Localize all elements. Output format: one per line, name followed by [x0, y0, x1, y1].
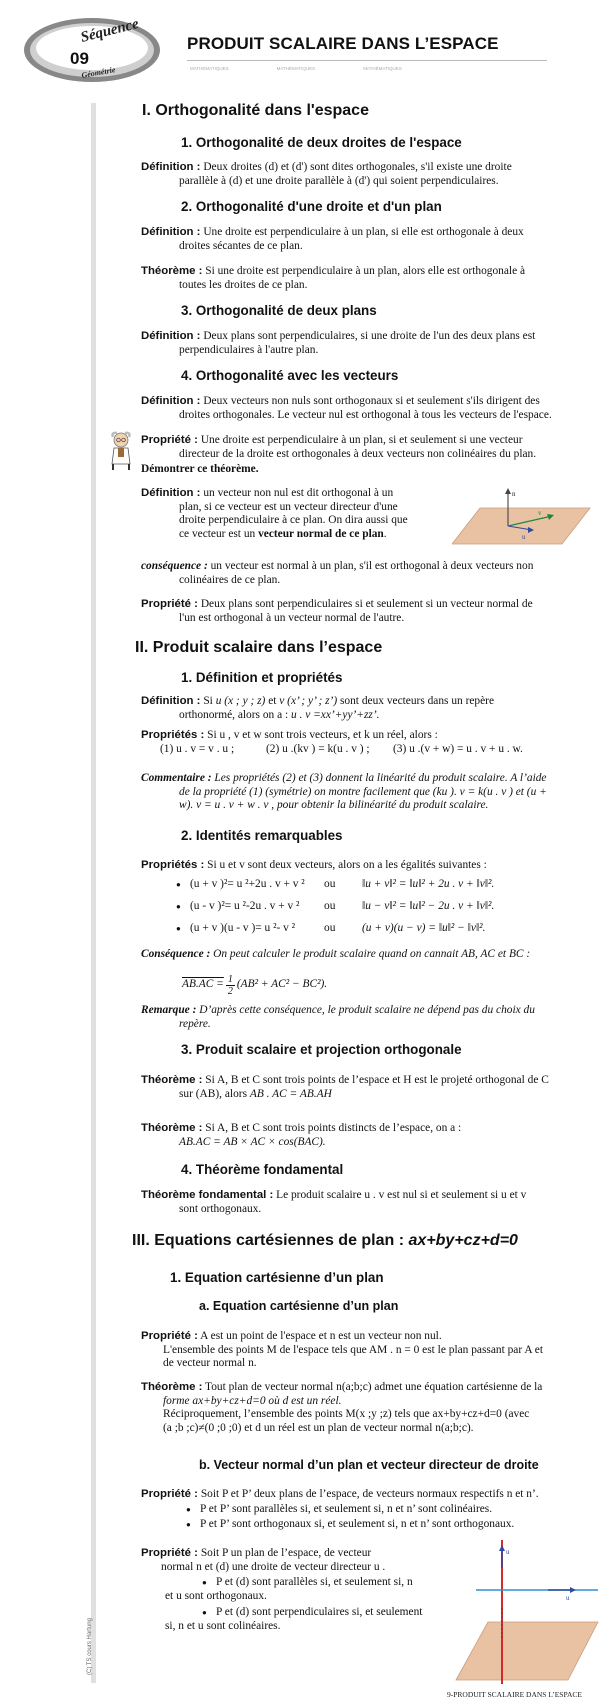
s1-demo: Démontrer ce théorème.	[141, 463, 259, 475]
s1-h2: 2. Orthogonalité d'une droite et d'un plan	[181, 199, 442, 214]
s1-h4: 4. Orthogonalité avec les vecteurs	[181, 368, 399, 383]
identity-1-norm: ‖u + v‖² = ‖u‖² + 2u . v + ‖v‖².	[362, 878, 495, 890]
s3-property1: Propriété : A est un point de l'espace et n est un vecteur non nul. L'ensemble des points M de l'espace tels que AM . n = 0 est le plan passant par A et de vecteur normal n.	[141, 1330, 544, 1370]
s3-theorem: Théorème : Tout plan de vecteur normal n(a;b;c) admet une équation cartésienne de la forme ax+by+cz+d=0 où d est un réel. Réciproquement, l’ensemble des points M(x ;y ;z) tels que ax+by+cz+d=0 (avec (a ;b ;c)≠(0 ;0 ;0) et d un réel est un plan de vecteur normal n(a;b;c).	[141, 1381, 543, 1434]
identity-1: ● (u + v )²= u ²+2u . v + v ²	[190, 878, 305, 892]
s3-ha: a. Equation cartésienne d’un plan	[199, 1299, 399, 1313]
s2-h1: 1. Définition et propriétés	[181, 670, 343, 685]
header-tag: MATHÉMATIQUES	[190, 66, 229, 71]
s3-property2: Propriété : Soit P et P’ deux plans de l’espace, de vecteurs normaux respectifs n et n’.	[141, 1488, 539, 1500]
s2-consequence: Conséquence : On peut calculer le produit scalaire quand on cannait AB, AC et BC :	[141, 948, 531, 960]
s3-property3: Propriété : Soit P un plan de l’espace, de vecteur normal n et (d) une droite de vecteur directeur u .	[141, 1547, 386, 1573]
s1-consequence: conséquence : un vecteur est normal à un plan, s'il est orthogonal à deux vecteurs non colinéaires de ce plan.	[141, 560, 534, 586]
page-title: PRODUIT SCALAIRE DANS L’ESPACE	[187, 34, 499, 53]
identity-2-norm: ‖u − v‖² = ‖u‖² − 2u . v + ‖v‖².	[362, 900, 495, 912]
badge-word: Séquence	[79, 16, 141, 46]
fig-label: u	[522, 533, 526, 541]
s2-remark: Remarque : D’après cette conséquence, le produit scalaire ne dépend pas du choix du repère.	[141, 1004, 535, 1030]
page-footer: 9-PRODUIT SCALAIRE DANS L’ESPACE	[447, 1690, 582, 1699]
s3-p3-bullet: ● P et (d) sont perpendiculaires si, et seulement	[216, 1606, 422, 1620]
s1-h3: 3. Orthogonalité de deux plans	[181, 303, 377, 318]
s1-def1: Définition : Deux droites (d) et (d') sont dites orthogonales, s'il existe une droite parallèle à (d) et une droite parallèle à (d') qui soient perpendiculaires.	[141, 161, 512, 187]
s2-properties: Propriétés : Si u , v et w sont trois vecteurs, et k un réel, alors :	[141, 729, 438, 741]
s1-def2: Définition : Une droite est perpendiculaire à un plan, si elle est orthogonale à deux droites sécantes de ce plan.	[141, 226, 524, 252]
header-rule	[187, 60, 547, 61]
s3-p2-bullet: ● P et P’ sont orthogonaux si, et seulement si, n et n’ sont orthogonaux.	[200, 1518, 514, 1532]
fig-label: n	[512, 490, 516, 498]
fig-label: u	[566, 1594, 570, 1602]
s2-h2: 2. Identités remarquables	[181, 828, 343, 843]
fig-label: v	[538, 509, 542, 517]
s2-identities-intro: Propriétés : Si u et v sont deux vecteurs, alors on a les égalités suivantes :	[141, 859, 487, 871]
plane-line-figure	[448, 1540, 602, 1684]
s3-p2-bullet: ● P et P’ sont parallèles si, et seulement si, n et n’ sont colinéaires.	[200, 1503, 492, 1517]
prop-linearity: (2) u .(kv ) = k(u . v ) ;	[266, 743, 370, 755]
s2-h4: 4. Théorème fondamental	[181, 1162, 344, 1177]
fig-label: u	[506, 1548, 510, 1556]
normal-vector-figure	[452, 486, 592, 548]
s1-h1: 1. Orthogonalité de deux droites de l'espace	[181, 135, 462, 150]
professor-icon	[108, 431, 134, 471]
s2-definition: Définition : Si u (x ; y ; z) et v (x’ ; y’ ; z’) sont deux vecteurs dans un repère orthonormé, alors on a : u . v =xx’+yy’+zz’.	[141, 695, 495, 721]
prop-distributivity: (3) u .(v + w) = u . v + u . w.	[393, 743, 523, 755]
prop-symmetry: (1) u . v = v . u ;	[160, 743, 235, 755]
s1-def3: Définition : Deux plans sont perpendiculaires, si une droite de l'un des deux plans est perpendiculaires à l'autre plan.	[141, 330, 536, 356]
or-word: ou	[324, 878, 336, 890]
badge-sub: Géométrie	[80, 65, 117, 80]
s1-property2: Propriété : Deux plans sont perpendiculaires si et seulement si un vecteur normal de l'un est orthogonal à un vecteur normal de l'autre.	[141, 598, 533, 624]
s3-p3-bullet: ● P et (d) sont parallèles si, et seulement si, n	[216, 1576, 413, 1590]
s1-property1: Propriété : Une droite est perpendiculaire à un plan, si et seulement si une vecteur directeur de la droite est orthogonales à deux vecteurs non colinéaires du plan.	[141, 434, 537, 460]
header-tag: MATHÉMATIQUES	[363, 66, 402, 71]
identity-2: ● (u - v )²= u ²-2u . v + v ²	[190, 900, 299, 914]
section-3-title: III. Equations cartésiennes de plan : ax+by+cz+d=0	[132, 1232, 518, 1249]
s2-h3: 3. Produit scalaire et projection orthogonale	[181, 1042, 462, 1057]
s3-hb: b. Vecteur normal d’un plan et vecteur directeur de droite	[199, 1458, 539, 1472]
sequence-badge-logo	[22, 12, 162, 84]
or-word: ou	[324, 922, 336, 934]
side-credit: (C) TS cours Hartung	[87, 1618, 93, 1675]
header-tag: MATHÉMATIQUES	[276, 66, 316, 71]
badge-number: 09	[70, 49, 89, 68]
s2-theorem2: Théorème : Si A, B et C sont trois points distincts de l’espace, on a : AB.AC = AB × AC × cos(BAC).	[141, 1122, 462, 1148]
s1-def5: Définition : un vecteur non nul est dit orthogonal à un plan, si ce vecteur est un vecteur directeur d'une droite perpendiculaire à ce plan. On dira aussi que ce vecteur est un vecteur normal de ce plan.	[141, 487, 408, 540]
section-2-title: II. Produit scalaire dans l’espace	[135, 639, 383, 656]
s3-p3-bullet-cont: si, n et u sont colinéaires.	[165, 1620, 281, 1632]
header-tags	[190, 62, 530, 76]
identity-3-norm: (u + v)(u − v) = ‖u‖² − ‖v‖².	[362, 922, 486, 934]
s2-fundamental-theorem: Théorème fondamental : Le produit scalaire u . v est nul si et seulement si u et v sont orthogonaux.	[141, 1189, 527, 1215]
s3-p3-bullet-cont: et u sont orthogonaux.	[165, 1590, 267, 1602]
s3-h1: 1. Equation cartésienne d’un plan	[170, 1270, 384, 1285]
s1-def4: Définition : Deux vecteurs non nuls sont orthogonaux si et seulement s'ils dirigent des droites orthogonales. Le vecteur nul est orthogonal à tous les vecteurs de l'espace.	[141, 395, 552, 421]
s2-theorem1: Théorème : Si A, B et C sont trois points de l’espace et H est le projeté orthogonal de C sur (AB), alors AB . AC = AB.AH	[141, 1074, 549, 1100]
identity-3: ● (u + v )(u - v )= u ²- v ²	[190, 922, 295, 936]
or-word: ou	[324, 900, 336, 912]
consequence-formula: AB.AC = $\frac{1}{2}$ (AB² + AC² − BC²).	[182, 973, 328, 997]
s1-theorem1: Théorème : Si une droite est perpendiculaire à un plan, alors elle est orthogonale à toutes les droites de ce plan.	[141, 265, 526, 291]
s2-commentary: Commentaire : Les propriétés (2) et (3) donnent la linéarité du produit scalaire. A l’aide de la propriété (1) (symétrie) on montre facilement que (ku ). v = k(u . v ) et (u + w). v = u . v + w . v , pour obtenir la bilinéarité du produit scalaire.	[141, 772, 547, 812]
left-margin-bar	[91, 103, 96, 1683]
section-1-title: I. Orthogonalité dans l'espace	[142, 102, 369, 119]
